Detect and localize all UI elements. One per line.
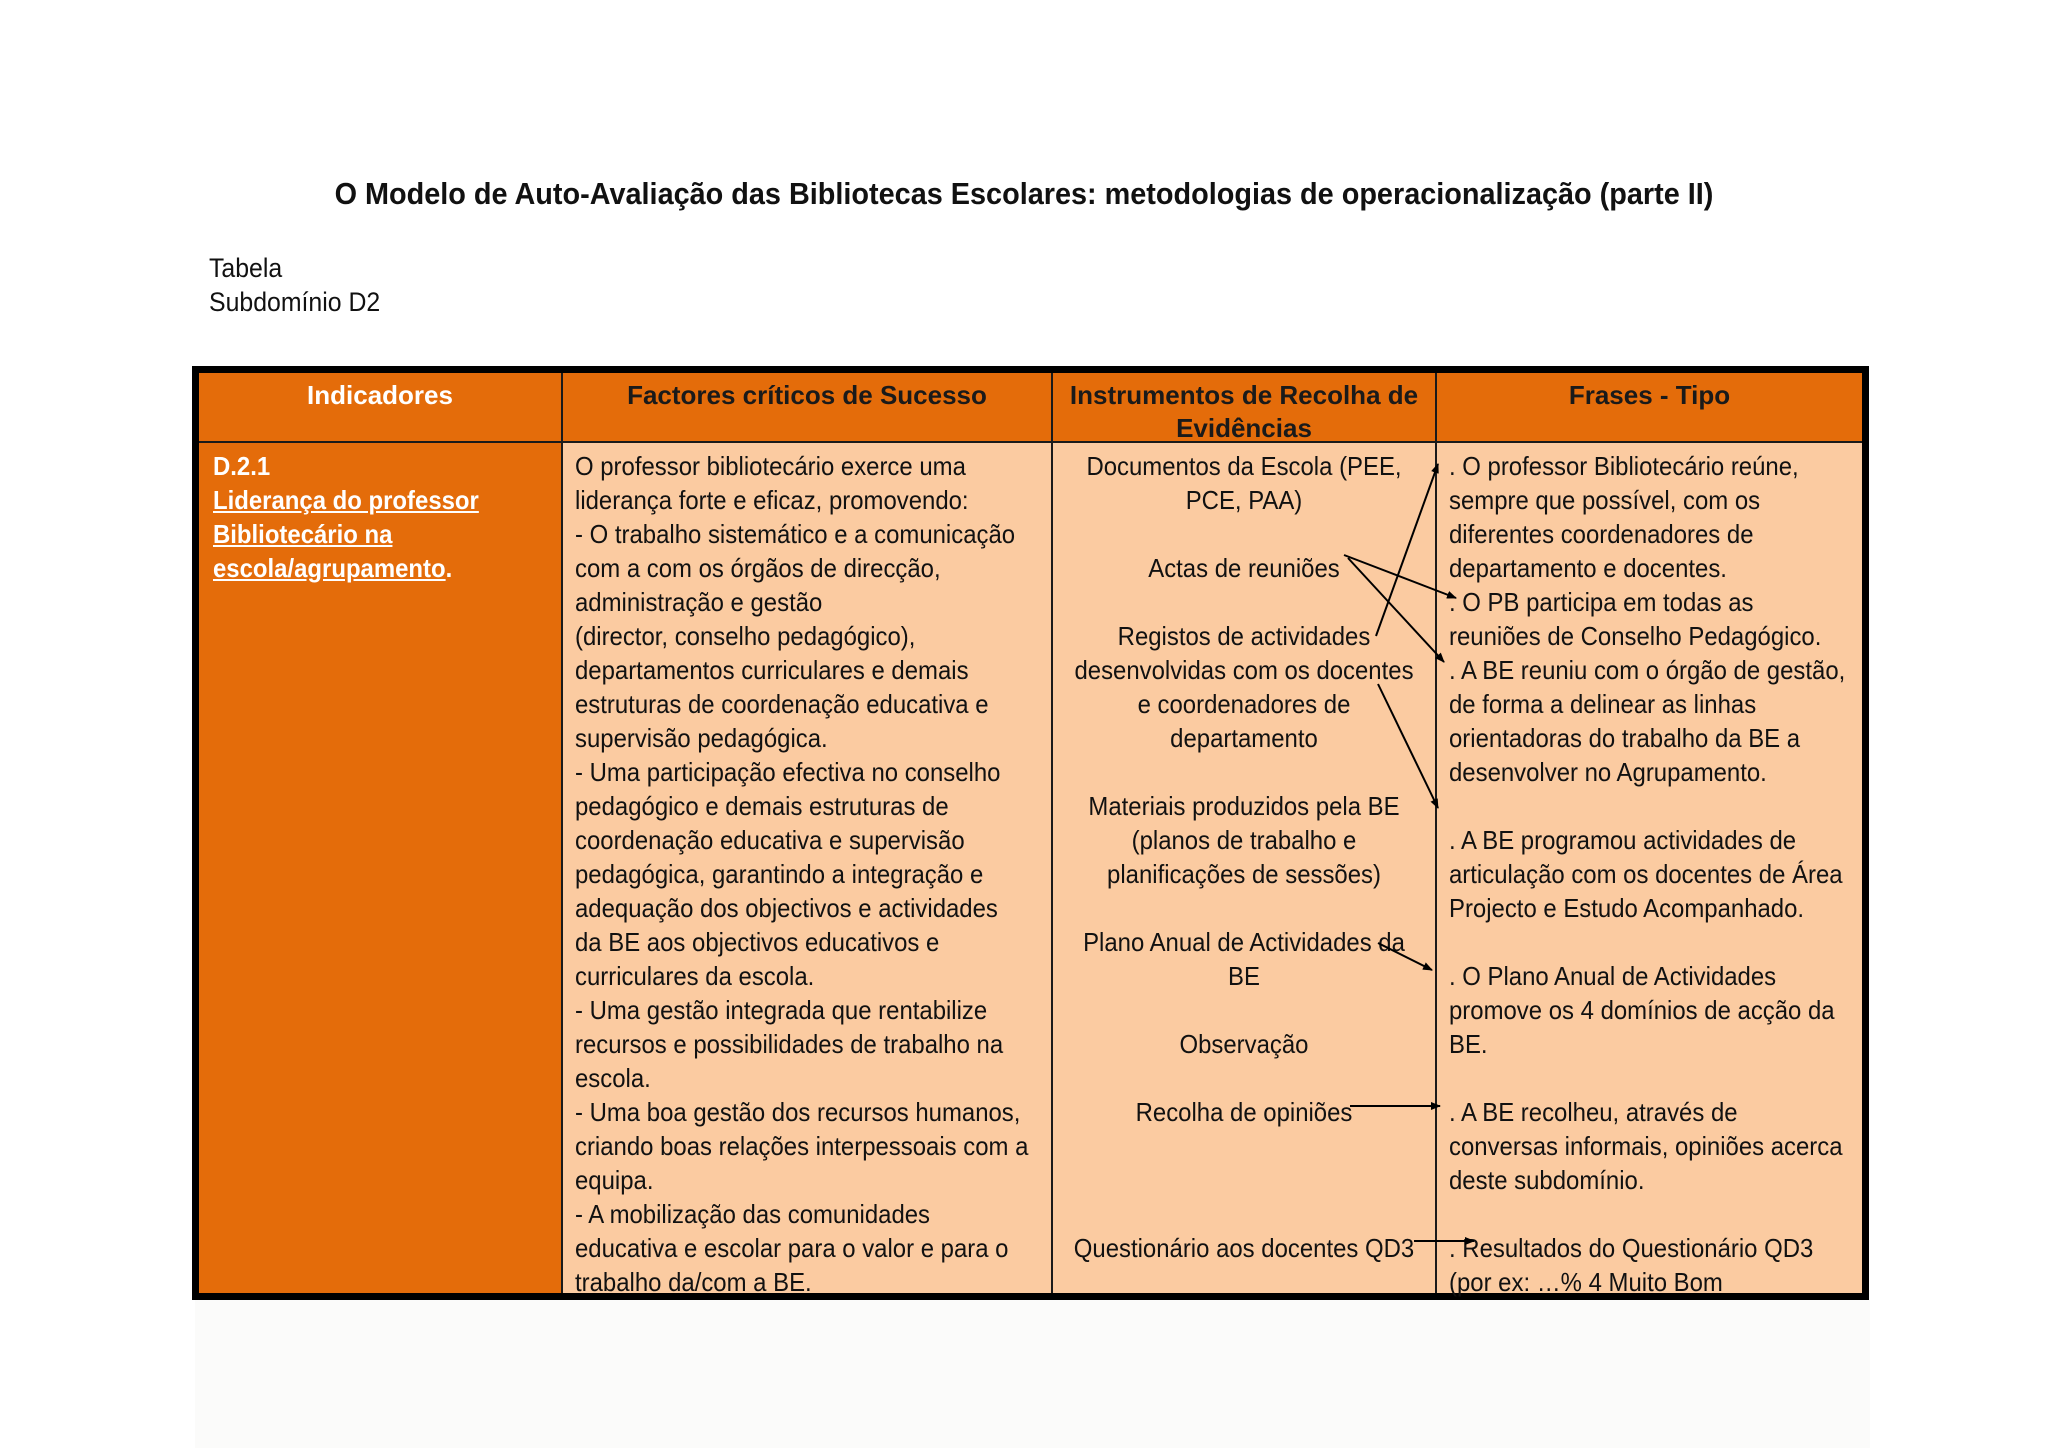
frases-text-line: . Resultados do Questionário QD3 (1449, 1233, 1814, 1263)
frases-text-line (1449, 1061, 1835, 1095)
factores-text-line: liderança forte e eficaz, promovendo: (575, 485, 969, 515)
frases-text-line (1449, 789, 1835, 823)
factores-text-line: - Uma participação efectiva no conselho (575, 757, 1001, 787)
factores-text-line: trabalho da/com a BE. (575, 1267, 812, 1297)
instrumentos-text-line: BE (1228, 961, 1260, 991)
instrumentos-cell (1057, 449, 1431, 1265)
factores-text-line: da BE aos objectivos educativos e (575, 927, 940, 957)
header-instrumentos (1053, 379, 1435, 445)
frases-text-line: reuniões de Conselho Pedagógico. (1449, 621, 1822, 651)
instrumentos-text-line: Materiais produzidos pela BE (1088, 791, 1400, 821)
instrumentos-text-line (1072, 517, 1416, 551)
factores-text-line: estruturas de coordenação educativa e (575, 689, 989, 719)
frases-text-line: BE. (1449, 1029, 1488, 1059)
page-lower-shading (195, 1290, 1870, 1448)
instrumentos-text-line: (planos de trabalho e (1131, 825, 1357, 855)
factores-text-line: criando boas relações interpessoais com a (575, 1131, 1029, 1161)
instrumentos-text-line: Recolha de opiniões (1135, 1097, 1353, 1127)
indicador-name-link[interactable]: Bibliotecário na (213, 519, 393, 549)
factores-text-line: - Uma gestão integrada que rentabilize (575, 995, 988, 1025)
factores-text-line: - Uma boa gestão dos recursos humanos, (575, 1097, 1021, 1127)
factores-text-line: educativa e escolar para o valor e para o (575, 1233, 1009, 1263)
frases-text-line: . A BE reuniu com o órgão de gestão, (1449, 655, 1846, 685)
factores-text-line: adequação dos objectivos e actividades (575, 893, 998, 923)
factores-text-line: escola. (575, 1063, 651, 1093)
table-header-row (199, 373, 1862, 443)
frases-text-line: diferentes coordenadores de (1449, 519, 1754, 549)
instrumentos-text-line: departamento (1170, 723, 1318, 753)
factores-cell (575, 449, 1045, 1299)
evaluation-table (192, 366, 1869, 1300)
instrumentos-text-line: Actas de reuniões (1148, 553, 1340, 583)
factores-text-line: curriculares da escola. (575, 961, 815, 991)
instrumentos-text-line: Documentos da Escola (PEE, (1086, 451, 1402, 481)
instrumentos-text-line (1072, 1129, 1416, 1163)
header-indicadores: Indicadores (307, 380, 453, 410)
header-frases: Frases - Tipo (1568, 380, 1731, 410)
instrumentos-text-line (1072, 755, 1416, 789)
factores-text-line: coordenação educativa e supervisão (575, 825, 965, 855)
factores-text-line: - O trabalho sistemático e a comunicação (575, 519, 1016, 549)
factores-text-line: pedagógica, garantindo a integração e (575, 859, 984, 889)
indicador-name-line (213, 483, 526, 517)
frases-text-line: orientadoras do trabalho da BE a (1449, 723, 1801, 753)
frases-text-line: de forma a delinear as linhas (1449, 689, 1757, 719)
instrumentos-text-line (1072, 891, 1416, 925)
frases-text-line: promove os 4 domínios de acção da (1449, 995, 1835, 1025)
frases-text-line: sempre que possível, com os (1449, 485, 1761, 515)
factores-text-line: O professor bibliotecário exerce uma (575, 451, 966, 481)
frases-cell (1449, 449, 1869, 1299)
instrumentos-text-line (1072, 1197, 1416, 1231)
instrumentos-text-line: e coordenadores de (1137, 689, 1351, 719)
frases-text-line: . A BE recolheu, através de (1449, 1097, 1738, 1127)
document-title: O Modelo de Auto-Avaliação das Bibliotecas Escolares: metodologias de operacionalização (parte II) (334, 176, 1714, 211)
frases-text-line: articulação com os docentes de Área (1449, 859, 1843, 889)
frases-text-line: . O PB participa em todas as (1449, 587, 1754, 617)
instrumentos-text-line: Registos de actividades (1117, 621, 1371, 651)
factores-text-line: (director, conselho pedagógico), (575, 621, 916, 651)
frases-text-line: conversas informais, opiniões acerca (1449, 1131, 1843, 1161)
factores-text-line: pedagógico e demais estruturas de (575, 791, 949, 821)
instrumentos-text-line (1072, 1061, 1416, 1095)
column-divider (1051, 373, 1053, 1293)
factores-text-line: supervisão pedagógica. (575, 723, 828, 753)
column-divider (561, 373, 563, 1293)
instrumentos-text-line: Observação (1179, 1029, 1309, 1059)
subtitle-subdominio: Subdomínio D2 (209, 287, 381, 317)
header-instrumentos-line2: Evidências (1176, 413, 1312, 443)
factores-text-line: administração e gestão (575, 587, 823, 617)
indicador-name-link[interactable]: escola/agrupamento (213, 553, 446, 583)
frases-text-line: . A BE programou actividades de (1449, 825, 1797, 855)
header-instrumentos-line1: Instrumentos de Recolha de (1069, 380, 1419, 410)
column-divider (1435, 373, 1437, 1293)
instrumentos-text-line (1072, 1163, 1416, 1197)
instrumentos-text-line: planificações de sessões) (1107, 859, 1381, 889)
instrumentos-text-line (1072, 585, 1416, 619)
indicador-name-line (213, 517, 526, 551)
factores-text-line: com a com os órgãos de direcção, (575, 553, 941, 583)
frases-text-line: departamento e docentes. (1449, 553, 1727, 583)
factores-text-line: - A mobilização das comunidades (575, 1199, 931, 1229)
instrumentos-text-line: PCE, PAA) (1185, 485, 1303, 515)
frases-text-line: . O Plano Anual de Actividades (1449, 961, 1777, 991)
indicador-suffix: . (445, 553, 453, 583)
indicador-name-line (213, 551, 526, 585)
instrumentos-text-line (1072, 993, 1416, 1027)
instrumentos-text-line: Questionário aos docentes QD3 (1073, 1233, 1415, 1263)
instrumentos-text-line: Plano Anual de Actividades da (1083, 927, 1405, 957)
factores-text-line: recursos e possibilidades de trabalho na (575, 1029, 1004, 1059)
indicador-cell (213, 449, 553, 585)
indicador-name-link[interactable]: Liderança do professor (213, 485, 479, 515)
frases-text-line (1449, 925, 1835, 959)
frases-text-line (1449, 1197, 1835, 1231)
frases-text-line: Projecto e Estudo Acompanhado. (1449, 893, 1805, 923)
frases-text-line: (por ex: …% 4 Muito Bom (1449, 1267, 1723, 1297)
header-factores: Factores críticos de Sucesso (627, 380, 987, 410)
instrumentos-text-line: desenvolvidas com os docentes (1074, 655, 1414, 685)
factores-text-line: departamentos curriculares e demais (575, 655, 969, 685)
indicador-code: D.2.1 (213, 451, 271, 481)
frases-text-line: desenvolver no Agrupamento. (1449, 757, 1767, 787)
factores-text-line: equipa. (575, 1165, 654, 1195)
frases-text-line: deste subdomínio. (1449, 1165, 1645, 1195)
subtitle-tabela: Tabela (209, 253, 283, 283)
frases-text-line: . O professor Bibliotecário reúne, (1449, 451, 1799, 481)
